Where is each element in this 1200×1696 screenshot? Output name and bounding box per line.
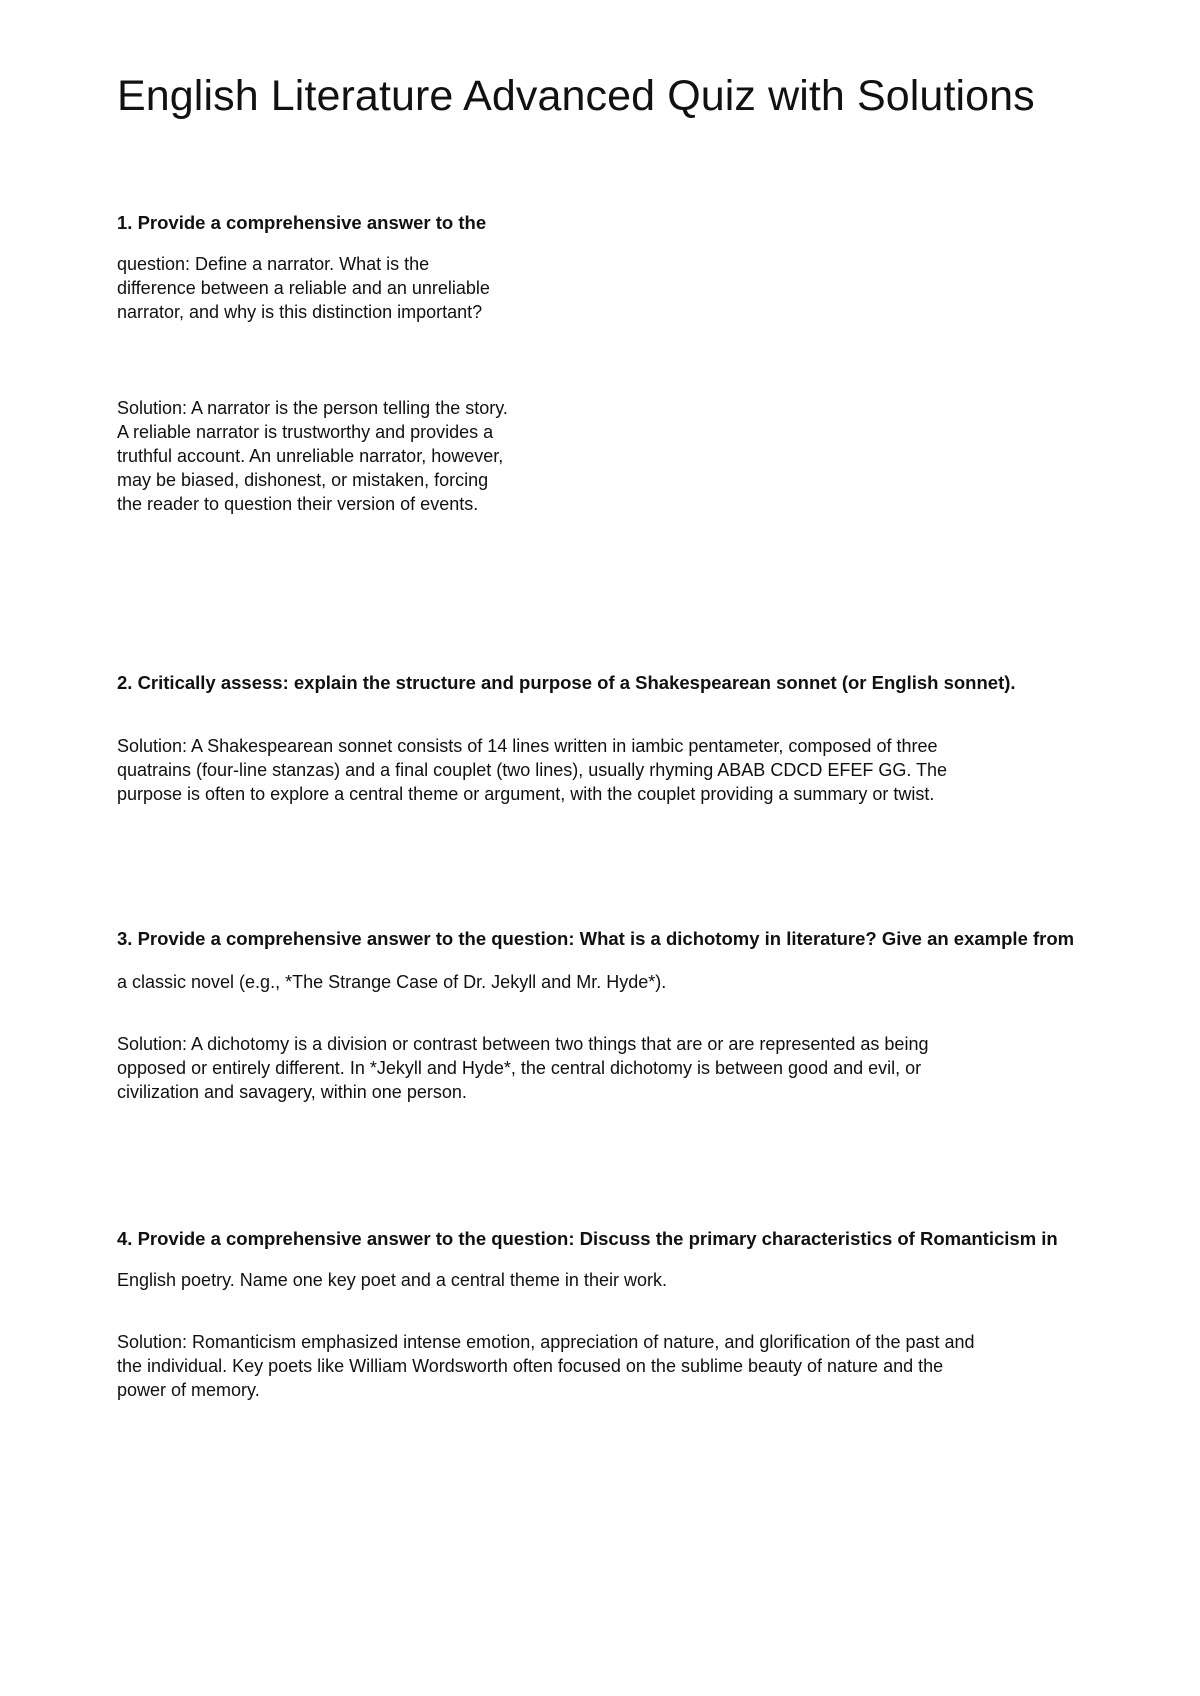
question-1-solution-line: A reliable narrator is trustworthy and provides a <box>117 422 494 442</box>
question-3-continuation-line: a classic novel (e.g., *The Strange Case of Dr. Jekyll and Mr. Hyde*). <box>117 972 667 992</box>
question-2-solution <box>117 734 947 806</box>
question-1-continuation <box>117 252 490 324</box>
question-4-continuation <box>117 1268 667 1292</box>
question-2-solution-line: purpose is often to explore a central theme or argument, with the couplet providing a summary or twist. <box>117 784 935 804</box>
question-1-solution-line: may be biased, dishonest, or mistaken, forcing <box>117 470 489 490</box>
question-4-solution-line: the individual. Key poets like William Wordsworth often focused on the sublime beauty of nature and the <box>117 1356 944 1376</box>
question-1-solution-line: the reader to question their version of events. <box>117 494 479 514</box>
question-4-solution <box>117 1330 975 1402</box>
question-3-solution <box>117 1032 928 1104</box>
question-2-heading: 2. Critically assess: explain the structure and purpose of a Shakespearean sonnet (or English sonnet). <box>117 672 1016 693</box>
question-1-solution <box>117 396 508 516</box>
question-1-continuation-line: question: Define a narrator. What is the <box>117 254 430 274</box>
question-2-solution-line: quatrains (four-line stanzas) and a final couplet (two lines), usually rhyming ABAB CDCD EFEF GG. The <box>117 760 948 780</box>
question-3-solution-line: opposed or entirely different. In *Jekyll and Hyde*, the central dichotomy is between good and evil, or <box>117 1058 922 1078</box>
question-4-heading: 4. Provide a comprehensive answer to the question: Discuss the primary characteristics of Romanticism in <box>117 1228 1058 1249</box>
page-title: English Literature Advanced Quiz with Solutions <box>117 72 1035 120</box>
question-3-heading: 3. Provide a comprehensive answer to the question: What is a dichotomy in literature? Give an example from <box>117 928 1075 949</box>
question-1-solution-line: truthful account. An unreliable narrator, however, <box>117 446 504 466</box>
question-3-solution-line: Solution: A dichotomy is a division or contrast between two things that are or are represented as being <box>117 1034 929 1054</box>
question-1-continuation-line: difference between a reliable and an unreliable <box>117 278 490 298</box>
question-2-solution-line: Solution: A Shakespearean sonnet consists of 14 lines written in iambic pentameter, composed of three <box>117 736 938 756</box>
question-1-solution-line: Solution: A narrator is the person telling the story. <box>117 398 508 418</box>
question-3-continuation <box>117 970 666 994</box>
question-4-continuation-line: English poetry. Name one key poet and a central theme in their work. <box>117 1270 667 1290</box>
question-4-solution-line: power of memory. <box>117 1380 260 1400</box>
question-1-heading: 1. Provide a comprehensive answer to the <box>117 212 487 233</box>
question-4-solution-line: Solution: Romanticism emphasized intense emotion, appreciation of nature, and glorification of the past and <box>117 1332 975 1352</box>
question-1-continuation-line: narrator, and why is this distinction important? <box>117 302 483 322</box>
question-3-solution-line: civilization and savagery, within one person. <box>117 1082 467 1102</box>
